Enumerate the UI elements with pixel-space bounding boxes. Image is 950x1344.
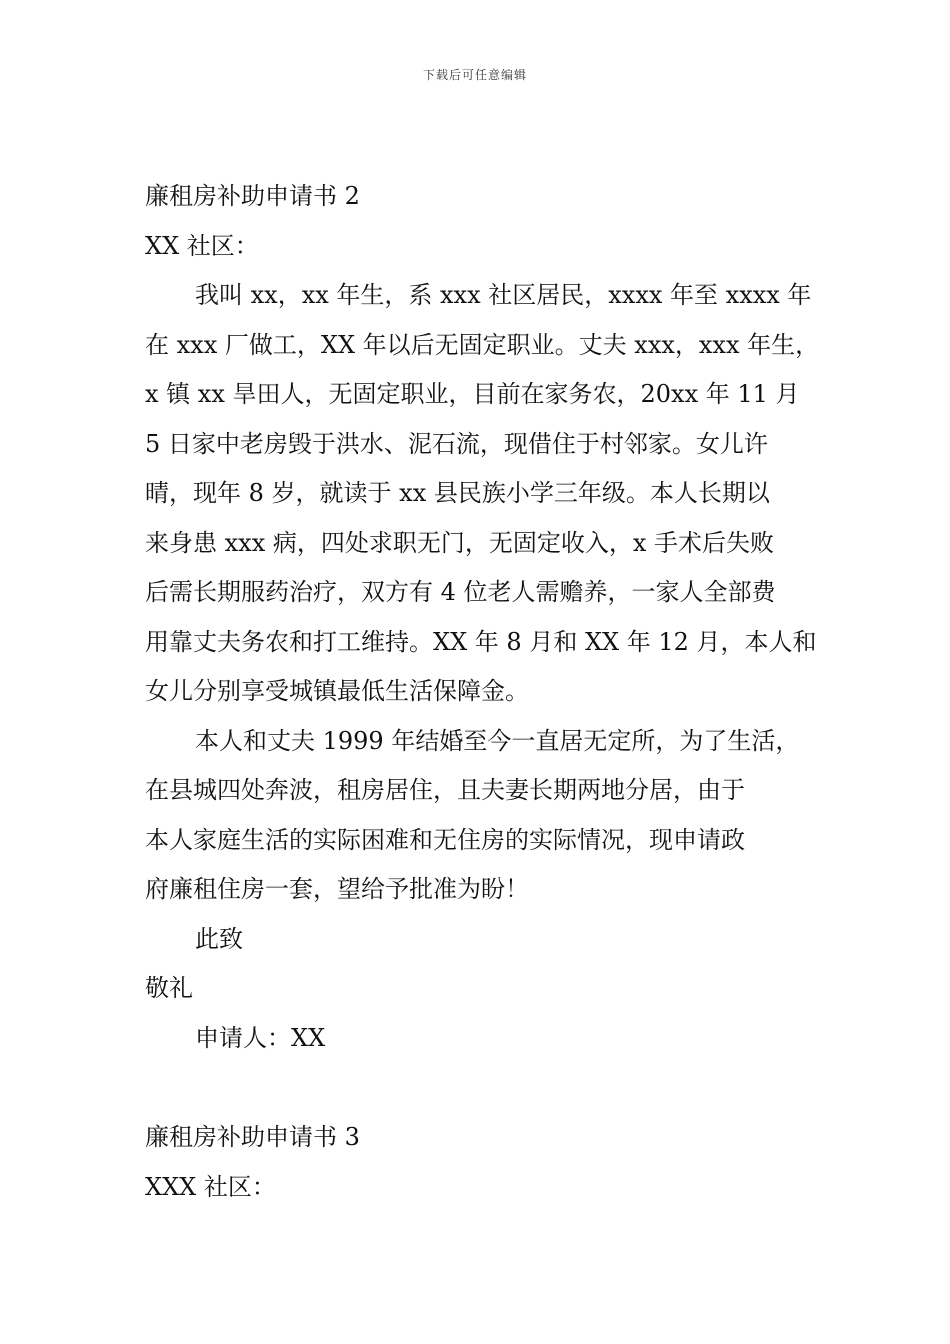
paragraph-line: 本人家庭生活的实际困难和无住房的实际情况，现申请政	[145, 825, 745, 854]
paragraph-line: 在 xxx 厂做工，XX 年以后无固定职业。丈夫 xxx，xxx 年生，	[145, 330, 820, 359]
paragraph-line: 晴，现年 8 岁，就读于 xx 县民族小学三年级。本人长期以	[145, 479, 770, 507]
header-note: 下载后可任意编辑	[422, 68, 527, 82]
closing-salutation: 此致	[195, 924, 243, 953]
section-gap	[145, 1063, 815, 1113]
paragraph-line: 女儿分别享受城镇最低生活保障金。	[145, 677, 529, 705]
paragraph-line: 府廉租住房一套，望给予批准为盼！	[145, 875, 529, 903]
paragraph-line: 我叫 xx，xx 年生，系 xxx 社区居民，xxxx 年至 xxxx 年	[195, 281, 812, 309]
paragraph-line: 本人和丈夫 1999 年结婚至今一直居无定所，为了生活，	[195, 726, 800, 755]
paragraph-line: 用靠丈夫务农和打工维持。XX 年 8 月和 XX 年 12 月，本人和	[145, 627, 817, 656]
paragraph-line: 在县城四处奔波，租房居住，且夫妻长期两地分居，由于	[145, 776, 745, 804]
applicant-signature: 申请人：XX	[195, 1023, 326, 1052]
paragraph-line: 后需长期服药治疗，双方有 4 位老人需赡养，一家人全部费	[145, 578, 776, 606]
section3-addressee: XXX 社区：	[145, 1172, 276, 1201]
paragraph-line: 5 日家中老房毁于洪水、泥石流，现借住于村邻家。女儿许	[145, 429, 768, 458]
closing-regards: 敬礼	[145, 974, 193, 1002]
section2-paragraph2	[145, 717, 815, 915]
paragraph-line: x 镇 xx 旱田人，无固定职业，目前在家务农，20xx 年 11 月	[145, 380, 800, 408]
section2-paragraph1	[145, 271, 820, 717]
section3-title: 廉租房补助申请书 3	[145, 1123, 360, 1151]
paragraph-line: 来身患 xxx 病，四处求职无门，无固定收入，x 手术后失败	[145, 528, 775, 557]
section2-addressee: XX 社区：	[145, 231, 259, 260]
section2-title: 廉租房补助申请书 2	[145, 182, 360, 210]
document-body	[145, 172, 820, 1212]
